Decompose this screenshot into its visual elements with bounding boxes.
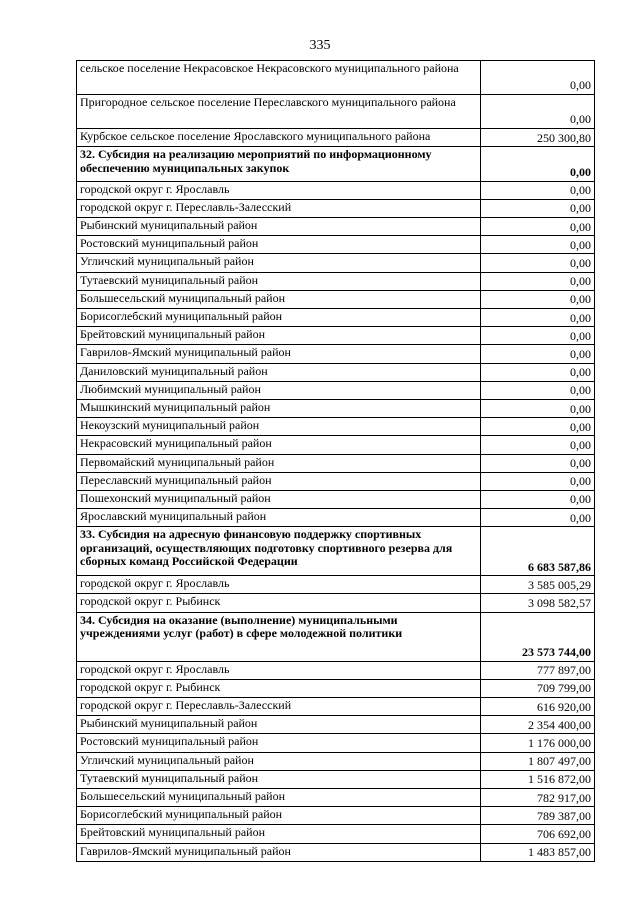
amount-cell: 0,00 <box>481 199 595 217</box>
table-row <box>77 716 595 734</box>
section-header-row <box>77 147 595 182</box>
section-title: 32. Субсидия на реализацию мероприятий по информационному обеспечению муниципальных закупок <box>77 147 481 182</box>
amount-cell: 0,00 <box>481 95 595 129</box>
recipient-name: Переславский муниципальный район <box>77 472 481 490</box>
recipient-name: городской округ г. Ярославль <box>77 576 481 594</box>
table-row <box>77 381 595 399</box>
recipient-name: Мышкинский муниципальный район <box>77 399 481 417</box>
recipient-name: Большесельский муниципальный район <box>77 788 481 806</box>
amount-cell: 0,00 <box>481 181 595 199</box>
amount-cell: 3 098 582,57 <box>481 594 595 612</box>
table-row <box>77 290 595 308</box>
section-total: 23 573 744,00 <box>481 612 595 661</box>
recipient-name: Угличский муниципальный район <box>77 752 481 770</box>
table-row <box>77 95 595 129</box>
recipient-name: Некрасовский муниципальный район <box>77 436 481 454</box>
table-row <box>77 309 595 327</box>
section-total: 6 683 587,86 <box>481 527 595 576</box>
table-row <box>77 363 595 381</box>
table-row <box>77 788 595 806</box>
recipient-name: сельское поселение Некрасовское Некрасовского муниципального района <box>77 61 481 95</box>
amount-cell: 0,00 <box>481 454 595 472</box>
table-row <box>77 218 595 236</box>
amount-cell: 706 692,00 <box>481 825 595 843</box>
table-row <box>77 129 595 147</box>
section-title: 34. Субсидия на оказание (выполнение) муниципальными учреждениями услуг (работ) в сфере молодежной политики <box>77 612 481 661</box>
amount-cell: 1 483 857,00 <box>481 843 595 861</box>
amount-cell: 0,00 <box>481 309 595 327</box>
amount-cell: 0,00 <box>481 436 595 454</box>
table-row <box>77 418 595 436</box>
table-row <box>77 594 595 612</box>
recipient-name: городской округ г. Рыбинск <box>77 679 481 697</box>
amount-cell: 0,00 <box>481 327 595 345</box>
table-row <box>77 181 595 199</box>
amount-cell: 709 799,00 <box>481 679 595 697</box>
table-row <box>77 807 595 825</box>
amount-cell: 0,00 <box>481 363 595 381</box>
page-number: 335 <box>309 38 331 53</box>
recipient-name: Борисоглебский муниципальный район <box>77 807 481 825</box>
amount-cell: 0,00 <box>481 290 595 308</box>
table-row <box>77 490 595 508</box>
recipient-name: Гаврилов-Ямский муниципальный район <box>77 345 481 363</box>
recipient-name: Угличский муниципальный район <box>77 254 481 272</box>
table-row <box>77 327 595 345</box>
table-row <box>77 679 595 697</box>
table-row <box>77 770 595 788</box>
recipient-name: Тутаевский муниципальный район <box>77 770 481 788</box>
amount-cell: 0,00 <box>481 254 595 272</box>
table-body <box>77 61 595 862</box>
amount-cell: 616 920,00 <box>481 698 595 716</box>
table-row <box>77 472 595 490</box>
table-row <box>77 61 595 95</box>
amount-cell: 0,00 <box>481 472 595 490</box>
section-header-row <box>77 527 595 576</box>
amount-cell: 789 387,00 <box>481 807 595 825</box>
recipient-name: Брейтовский муниципальный район <box>77 327 481 345</box>
table-row <box>77 436 595 454</box>
recipient-name: городской округ г. Рыбинск <box>77 594 481 612</box>
amount-cell: 0,00 <box>481 236 595 254</box>
amount-cell: 0,00 <box>481 509 595 527</box>
amount-cell: 2 354 400,00 <box>481 716 595 734</box>
recipient-name: городской округ г. Переславль-Залесский <box>77 199 481 217</box>
table-row <box>77 698 595 716</box>
section-total: 0,00 <box>481 147 595 182</box>
recipient-name: Пригородное сельское поселение Переславского муниципального района <box>77 95 481 129</box>
amount-cell: 1 176 000,00 <box>481 734 595 752</box>
amount-cell: 782 917,00 <box>481 788 595 806</box>
amount-cell: 3 585 005,29 <box>481 576 595 594</box>
recipient-name: Брейтовский муниципальный район <box>77 825 481 843</box>
amount-cell: 777 897,00 <box>481 661 595 679</box>
amount-cell: 0,00 <box>481 490 595 508</box>
recipient-name: Пошехонский муниципальный район <box>77 490 481 508</box>
recipient-name: Борисоглебский муниципальный район <box>77 309 481 327</box>
table-row <box>77 454 595 472</box>
table-row <box>77 752 595 770</box>
amount-cell: 1 516 872,00 <box>481 770 595 788</box>
table-row <box>77 843 595 861</box>
table-row <box>77 734 595 752</box>
table-row <box>77 236 595 254</box>
amount-cell: 0,00 <box>481 399 595 417</box>
amount-cell: 0,00 <box>481 418 595 436</box>
amount-cell: 0,00 <box>481 345 595 363</box>
table-row <box>77 399 595 417</box>
table-row <box>77 254 595 272</box>
subsidy-table <box>76 60 595 862</box>
recipient-name: городской округ г. Переславль-Залесский <box>77 698 481 716</box>
amount-cell: 1 807 497,00 <box>481 752 595 770</box>
recipient-name: Ярославский муниципальный район <box>77 509 481 527</box>
recipient-name: Курбское сельское поселение Ярославского муниципального района <box>77 129 481 147</box>
recipient-name: Большесельский муниципальный район <box>77 290 481 308</box>
recipient-name: Тутаевский муниципальный район <box>77 272 481 290</box>
section-title: 33. Субсидия на адресную финансовую поддержку спортивных организаций, осуществляющих подготовку спортивного резерва для сборных команд Российской Федерации <box>77 527 481 576</box>
table-row <box>77 509 595 527</box>
amount-cell: 0,00 <box>481 272 595 290</box>
table-row <box>77 272 595 290</box>
table-row <box>77 199 595 217</box>
recipient-name: Гаврилов-Ямский муниципальный район <box>77 843 481 861</box>
amount-cell: 0,00 <box>481 381 595 399</box>
recipient-name: городской округ г. Ярославль <box>77 181 481 199</box>
table-row <box>77 576 595 594</box>
table-row <box>77 345 595 363</box>
recipient-name: Даниловский муниципальный район <box>77 363 481 381</box>
recipient-name: Первомайский муниципальный район <box>77 454 481 472</box>
table-row <box>77 825 595 843</box>
amount-cell: 0,00 <box>481 61 595 95</box>
section-header-row <box>77 612 595 661</box>
recipient-name: Рыбинский муниципальный район <box>77 218 481 236</box>
recipient-name: Ростовский муниципальный район <box>77 236 481 254</box>
recipient-name: Рыбинский муниципальный район <box>77 716 481 734</box>
recipient-name: Ростовский муниципальный район <box>77 734 481 752</box>
amount-cell: 0,00 <box>481 218 595 236</box>
recipient-name: городской округ г. Ярославль <box>77 661 481 679</box>
recipient-name: Любимский муниципальный район <box>77 381 481 399</box>
amount-cell: 250 300,80 <box>481 129 595 147</box>
recipient-name: Некоузский муниципальный район <box>77 418 481 436</box>
table-row <box>77 661 595 679</box>
